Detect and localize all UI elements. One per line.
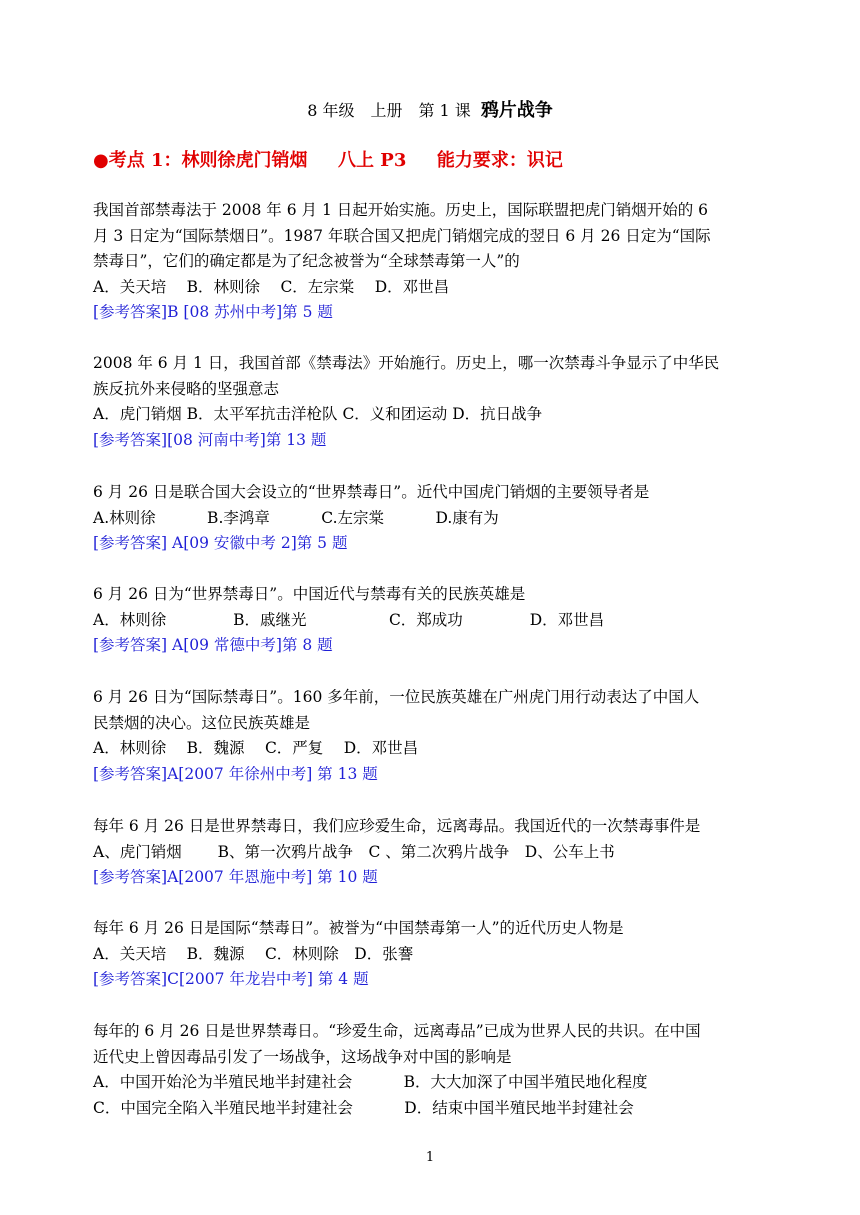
exam-point-heading: ●考点 1：林则徐虎门销烟 八上 P3 能力要求：识记 (93, 150, 563, 171)
question-options: A．林则徐 B．戚继光 C．郑成功 D．邓世昌 (93, 610, 605, 629)
page-title (0, 96, 860, 122)
question-line: 禁毒日”，它们的确定都是为了纪念被誉为“全球禁毒第一人”的 (93, 252, 520, 270)
question-line: 每年 6 月 26 日是世界禁毒日，我们应珍爱生命，远离毒品。我国近代的一次禁毒事件是 (93, 817, 701, 835)
reference-answer: [参考答案]A[2007 年恩施中考] 第 10 题 (93, 868, 378, 886)
question-block (93, 351, 773, 453)
question-line: 6 月 26 日为“世界禁毒日”。中国近代与禁毒有关的民族英雄是 (93, 585, 526, 603)
reference-answer: [参考答案] A[09 常德中考]第 8 题 (93, 636, 333, 654)
reference-answer: [参考答案][08 河南中考]第 13 题 (93, 430, 327, 449)
question-block (93, 480, 773, 557)
question-options: A、虎门销烟 B、第一次鸦片战争 C 、第二次鸦片战争 D、公车上书 (93, 842, 615, 861)
question-options: A．虎门销烟 B．太平军抗击洋枪队 C．义和团运动 D．抗日战争 (93, 405, 543, 423)
question-options: A.林则徐 B.李鸿章 C.左宗棠 D.康有为 (93, 508, 499, 527)
question-line: 每年的 6 月 26 日是世界禁毒日。“珍爱生命，远离毒品”已成为世界人民的共识。在中国 (93, 1022, 701, 1040)
question-block (93, 814, 773, 891)
question-line: 6 月 26 日为“国际禁毒日”。160 多年前，一位民族英雄在广州虎门用行动表达了中国人 (93, 688, 700, 706)
question-options: A．林则徐 B．魏源 C．严复 D．邓世昌 (93, 739, 419, 757)
question-line: 每年 6 月 26 日是国际“禁毒日”。被誉为“中国禁毒第一人”的近代历史人物是 (93, 919, 624, 937)
question-line: 近代史上曾因毒品引发了一场战争，这场战争对中国的影响是 (93, 1047, 512, 1066)
question-block (93, 916, 773, 993)
question-line: 族反抗外来侵略的坚强意志 (93, 379, 280, 398)
question-line: 我国首部禁毒法于 2008 年 6 月 1 日起开始实施。历史上，国际联盟把虎门销烟开始的 6 (93, 201, 709, 219)
reference-answer: [参考答案]B [08 苏州中考]第 5 题 (93, 303, 333, 321)
question-block (93, 582, 773, 659)
question-options: C．中国完全陷入半殖民地半封建社会 D．结束中国半殖民地半封建社会 (93, 1098, 634, 1117)
question-block (93, 1019, 773, 1121)
reference-answer: [参考答案]A[2007 年徐州中考] 第 13 题 (93, 764, 378, 783)
question-line: 民禁烟的决心。这位民族英雄是 (93, 713, 311, 732)
question-line: 月 3 日定为“国际禁烟日”。1987 年联合国又把虎门销烟完成的翌日 6 月 26 日定为“国际 (93, 226, 711, 245)
grade-label: 8 年级 上册 第 1 课 (307, 101, 471, 120)
question-block (93, 198, 773, 326)
reference-answer: [参考答案]C[2007 年龙岩中考] 第 4 题 (93, 970, 369, 988)
question-options: A．关天培 B．林则徐 C．左宗棠 D．邓世昌 (93, 277, 450, 296)
lesson-title: 鸦片战争 (480, 100, 553, 121)
question-line: 2008 年 6 月 1 日，我国首部《禁毒法》开始施行。历史上，哪一次禁毒斗争显示了中华民 (93, 354, 720, 372)
page-number: 1 (425, 1150, 435, 1165)
question-options: A．关天培 B．魏源 C．林则除 D．张謇 (93, 944, 414, 963)
reference-answer: [参考答案] A[09 安徽中考 2]第 5 题 (93, 534, 348, 552)
question-options: A．中国开始沦为半殖民地半封建社会 B．大大加深了中国半殖民地化程度 (93, 1073, 648, 1091)
question-block (93, 685, 773, 787)
question-line: 6 月 26 日是联合国大会设立的“世界禁毒日”。近代中国虎门销烟的主要领导者是 (93, 483, 650, 501)
